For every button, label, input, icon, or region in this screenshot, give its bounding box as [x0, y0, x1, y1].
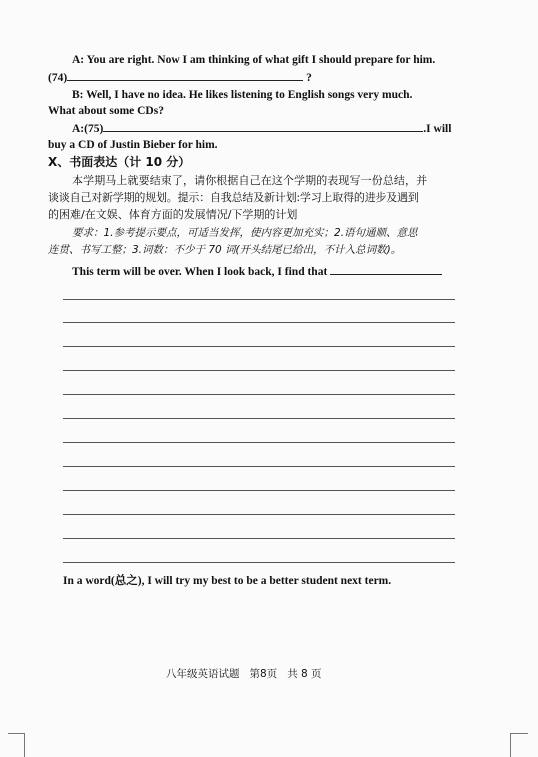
writing-line[interactable] [63, 394, 455, 395]
writing-line[interactable] [63, 370, 455, 371]
writing-line[interactable] [63, 538, 455, 539]
writing-line[interactable] [63, 562, 455, 563]
question-74 [48, 70, 312, 85]
section-intro-line1: 本学期马上就要结束了，请你根据自己在这个学期的表现写一份总结，并 [72, 174, 428, 187]
dialog-line-b1: B: Well, I have no idea. He likes listening to English songs very much. [72, 89, 413, 101]
crop-mark-bottom-right-vertical [510, 733, 511, 757]
crop-mark-bottom-right [510, 733, 528, 752]
writing-line[interactable] [63, 418, 455, 419]
closing-sentence: In a word(总之), I will try my best to be a better student next term. [63, 575, 392, 587]
crop-mark-bottom-left [8, 733, 24, 752]
writing-line[interactable] [63, 346, 455, 347]
writing-line[interactable] [63, 299, 455, 300]
dialog-line-b2: What about some CDs? [48, 105, 164, 117]
question-75 [72, 121, 451, 136]
crop-mark-bottom-left-vertical [24, 733, 25, 757]
writing-line[interactable] [63, 514, 455, 515]
dialog-line-last: buy a CD of Justin Bieber for him. [48, 139, 218, 151]
opening-sentence [72, 264, 442, 279]
section-intro-line2: 谈谈自己对新学期的规划。提示：自我总结及新计划:学习上取得的进步及遇到 [48, 191, 419, 204]
answer-blank-75[interactable] [103, 121, 423, 132]
question-75-label: A:(75) [72, 123, 104, 135]
section-heading: X、书面表达（计 10 分） [48, 155, 191, 169]
answer-blank-74[interactable] [67, 70, 303, 81]
requirements-line2: 连贯、书写工整；3.词数：不少于 70 词(开头结尾已给出，不计入总词数)。 [48, 244, 402, 256]
section-intro-line3: 的困难/在文娱、体育方面的发展情况/下学期的计划 [48, 208, 298, 221]
dialog-line-a1: A: You are right. Now I am thinking of what gift I should prepare for him. [72, 54, 436, 66]
page-footer: 八年级英语试题 第8页 共 8 页 [166, 668, 322, 680]
writing-line[interactable] [63, 442, 455, 443]
requirements-line1: 要求：1.参考提示要点，可适当发挥，使内容更加充实；2.语句通顺、意思 [72, 227, 418, 239]
writing-line[interactable] [63, 322, 455, 323]
writing-line[interactable] [63, 490, 455, 491]
question-75-end: .I will [423, 123, 452, 135]
question-74-end: ? [306, 72, 312, 84]
question-74-label: (74) [48, 72, 68, 84]
opening-blank[interactable] [330, 264, 442, 275]
opening-text: This term will be over. When I look back, I find that [72, 266, 328, 278]
writing-line[interactable] [63, 466, 455, 467]
